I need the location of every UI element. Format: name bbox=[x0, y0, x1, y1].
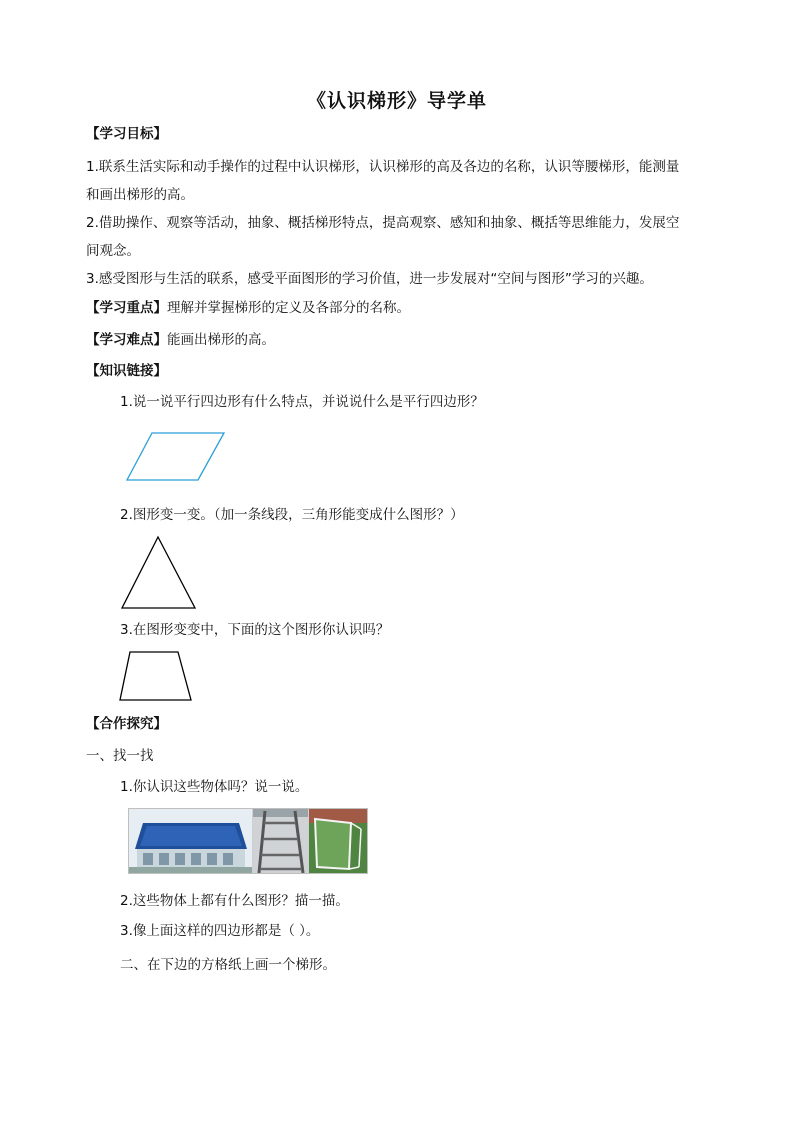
difficulty bbox=[86, 330, 275, 350]
triangle-figure bbox=[120, 536, 198, 610]
parallelogram-figure bbox=[126, 432, 226, 482]
goal-3: 3.感受图形与生活的联系，感受平面图形的学习价值，进一步发展对“空间与图形”学习的兴趣。 bbox=[86, 271, 653, 287]
goal-2-line-2: 间观念。 bbox=[86, 243, 140, 259]
object-photos bbox=[128, 808, 368, 874]
difficulty-text: 能画出梯形的高。 bbox=[167, 332, 275, 348]
goal-2-line-1: 2.借助操作、观察等活动，抽象、概括梯形特点，提高观察、感知和抽象、概括等思维能力，发展空 bbox=[86, 215, 680, 231]
explore-heading: 【合作探究】 bbox=[86, 716, 167, 732]
goal-image bbox=[309, 809, 367, 873]
explore-question-1: 1.你认识这些物体吗？说一说。 bbox=[120, 779, 309, 795]
knowledge-question-2: 2.图形变一变。（加一条线段，三角形能变成什么图形？） bbox=[120, 507, 464, 523]
page-title: 《认识梯形》导学单 bbox=[306, 90, 487, 112]
key-point bbox=[86, 298, 410, 318]
ladder-image bbox=[253, 809, 309, 873]
key-point-heading: 【学习重点】 bbox=[86, 300, 167, 316]
difficulty-heading: 【学习难点】 bbox=[86, 332, 167, 348]
key-point-text: 理解并掌握梯形的定义及各部分的名称。 bbox=[167, 300, 410, 316]
explore-section-1: 一、找一找 bbox=[86, 748, 154, 764]
ladder-photo bbox=[253, 809, 309, 873]
explore-section-2: 二、在下边的方格纸上画一个梯形。 bbox=[120, 957, 336, 973]
explore-question-2: 2.这些物体上都有什么图形？描一描。 bbox=[120, 893, 349, 909]
goal-1-line-2: 和画出梯形的高。 bbox=[86, 187, 194, 203]
building-photo bbox=[129, 809, 253, 873]
goals-heading: 【学习目标】 bbox=[86, 126, 167, 142]
knowledge-question-3: 3.在图形变变中，下面的这个图形你认识吗？ bbox=[120, 622, 390, 638]
knowledge-heading: 【知识链接】 bbox=[86, 363, 167, 379]
building-image bbox=[129, 809, 253, 873]
goal-photo bbox=[309, 809, 367, 873]
trapezoid-figure bbox=[118, 651, 194, 703]
goal-1-line-1: 1.联系生活实际和动手操作的过程中认识梯形，认识梯形的高及各边的名称，认识等腰梯形，能测量 bbox=[86, 159, 680, 175]
knowledge-question-1: 1.说一说平行四边形有什么特点，并说说什么是平行四边形？ bbox=[120, 394, 484, 410]
explore-question-3: 3.像上面这样的四边形都是（ ）。 bbox=[120, 923, 320, 939]
